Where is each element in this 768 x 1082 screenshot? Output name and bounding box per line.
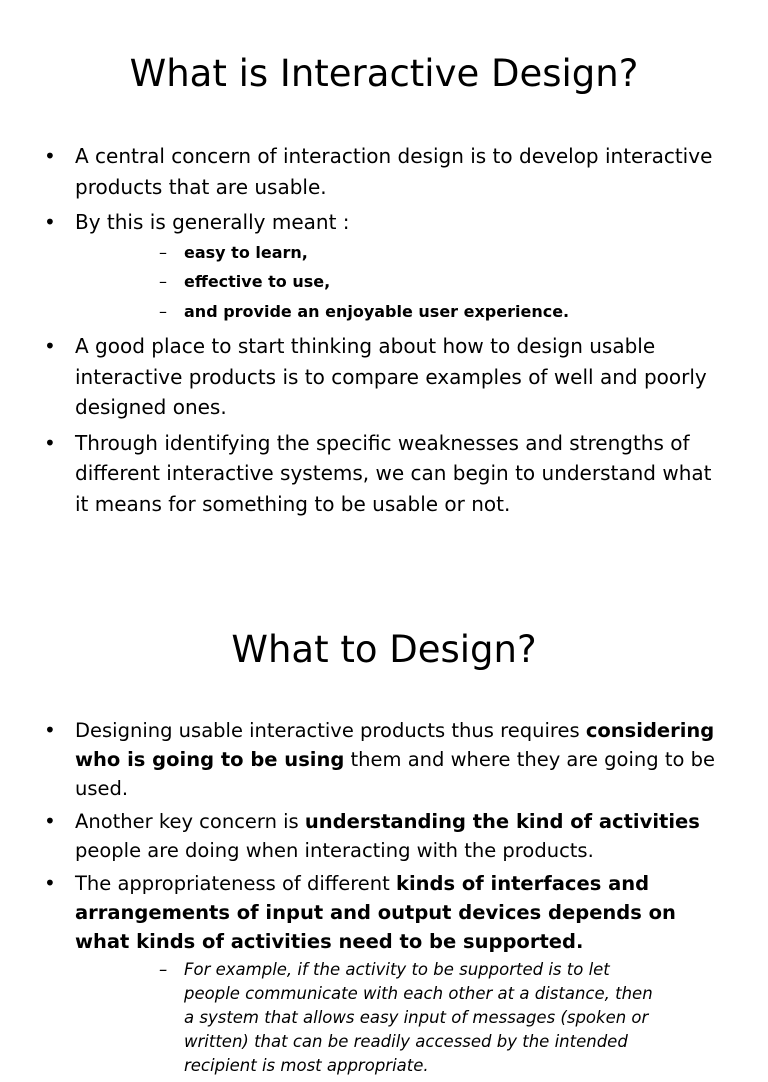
bullet-emphasis: considering who is going to be using <box>75 719 715 771</box>
bullet-text: Designing usable interactive products thus requires <box>75 719 586 742</box>
bullet-item <box>0 716 768 803</box>
sub-bullet-list <box>75 238 716 327</box>
slide-title: What is Interactive Design? <box>129 52 639 95</box>
bullet-item: • A central concern of interaction design is to develop interactive products that are usable. <box>0 141 768 202</box>
bullet-emphasis: understanding the kind of activities <box>304 810 700 833</box>
bullet-emphasis: kinds of interfaces and arrangements of input and output devices depends on what kinds of activities need to be supported. <box>75 872 676 953</box>
slide-what-to-design <box>0 560 768 1075</box>
sub-bullet-item: – and provide an enjoyable user experience. <box>75 297 716 327</box>
sub-bullet-list <box>75 958 716 1078</box>
bullet-item <box>0 869 768 1078</box>
sub-bullet-item: – effective to use, <box>75 267 716 297</box>
slide-title: What to Design? <box>231 628 537 671</box>
bullet-text: them and where they are going to be used. <box>75 748 715 800</box>
bullet-list <box>0 716 768 1082</box>
bullet-text: The appropriateness of different <box>75 872 396 895</box>
bullet-text: Another key concern is <box>75 810 305 833</box>
bullet-item: • Through identifying the specific weaknesses and strengths of different interactive systems, we can begin to understand what it means for something to be usable or not. <box>0 428 768 520</box>
bullet-item <box>0 807 768 865</box>
bullet-text: people are doing when interacting with the products. <box>75 839 594 862</box>
bullet-text: By this is generally meant : <box>75 210 350 234</box>
bullet-item <box>0 207 768 326</box>
bullet-item: • A good place to start thinking about how to design usable interactive products is to compare examples of well and poorly designed ones. <box>0 331 768 423</box>
bullet-list <box>0 141 768 524</box>
sub-bullet-item: – For example, if the activity to be supported is to let people communicate with each other at a distance, then a system that allows easy input of messages (spoken or written) that can be readily accessed by the intended recipient is most appropriate. <box>75 958 716 1078</box>
sub-bullet-item: – easy to learn, <box>75 238 716 268</box>
